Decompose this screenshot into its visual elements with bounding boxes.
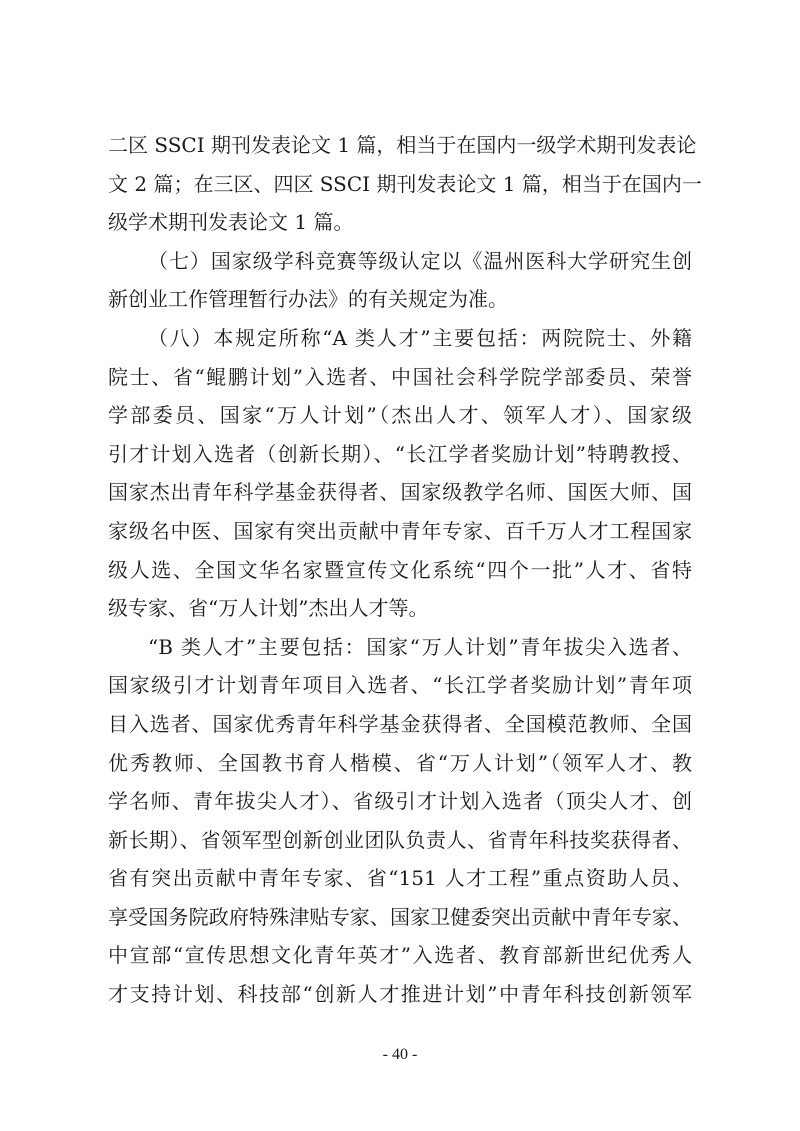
text-line: 目入选者、国家优秀青年科学基金获得者、全国模范教师、全国: [108, 711, 692, 736]
text-line: 级专家、省“万人计划”杰出人才等。: [108, 596, 429, 621]
text-line: 文 2 篇；在三区、四区 SSCI 期刊发表论文 1 篇，相当于在国内一: [108, 171, 702, 196]
text-line: 院士、省“鲲鹏计划”入选者、中国社会科学院学部委员、荣誉: [108, 364, 692, 389]
text-line: 国家级引才计划青年项目入选者、“长江学者奖励计划”青年项: [108, 673, 692, 698]
text-line: “B 类人才”主要包括：国家“万人计划”青年拔尖入选者、: [148, 634, 692, 659]
text-line: 学名师、青年拔尖人才）、省级引才计划入选者（顶尖人才、创: [108, 789, 692, 814]
page-number: - 40 -: [382, 1046, 418, 1063]
text-line: 国家杰出青年科学基金获得者、国家级教学名师、国医大师、国: [108, 480, 692, 505]
text-line: 学部委员、国家“万人计划”（杰出人才、领军人才）、国家级: [108, 403, 692, 428]
text-line: 引才计划入选者（创新长期）、“长江学者奖励计划”特聘教授、: [108, 441, 692, 466]
text-line: 家级名中医、国家有突出贡献中青年专家、百千万人才工程国家: [108, 518, 692, 543]
text-line: 二区 SSCI 期刊发表论文 1 篇，相当于在国内一级学术期刊发表论: [108, 133, 697, 157]
text-line: （八）本规定所称“A 类人才”主要包括：两院院士、外籍: [148, 325, 692, 350]
text-line: 新创业工作管理暂行办法》的有关规定为准。: [108, 287, 508, 312]
text-line: 中宣部“宣传思想文化青年英才”入选者、教育部新世纪优秀人: [108, 943, 692, 968]
text-line: 新长期）、省领军型创新创业团队负责人、省青年科技奖获得者、: [108, 827, 692, 852]
text-line: 级学术期刊发表论文 1 篇。: [108, 210, 354, 235]
text-line: 享受国务院政府特殊津贴专家、国家卫健委突出贡献中青年专家、: [108, 904, 692, 929]
text-line: 才支持计划、科技部“创新人才推进计划”中青年科技创新领军: [108, 982, 692, 1007]
text-line: 级人选、全国文华名家暨宣传文化系统“四个一批”人才、省特: [108, 557, 692, 582]
text-line: 优秀教师、全国教书育人楷模、省“万人计划”（领军人才、教: [108, 750, 692, 775]
text-line: 省有突出贡献中青年专家、省“151 人才工程”重点资助人员、: [108, 866, 692, 891]
body-text: [108, 126, 702, 1014]
text-line: （七）国家级学科竞赛等级认定以《温州医科大学研究生创: [148, 248, 692, 273]
